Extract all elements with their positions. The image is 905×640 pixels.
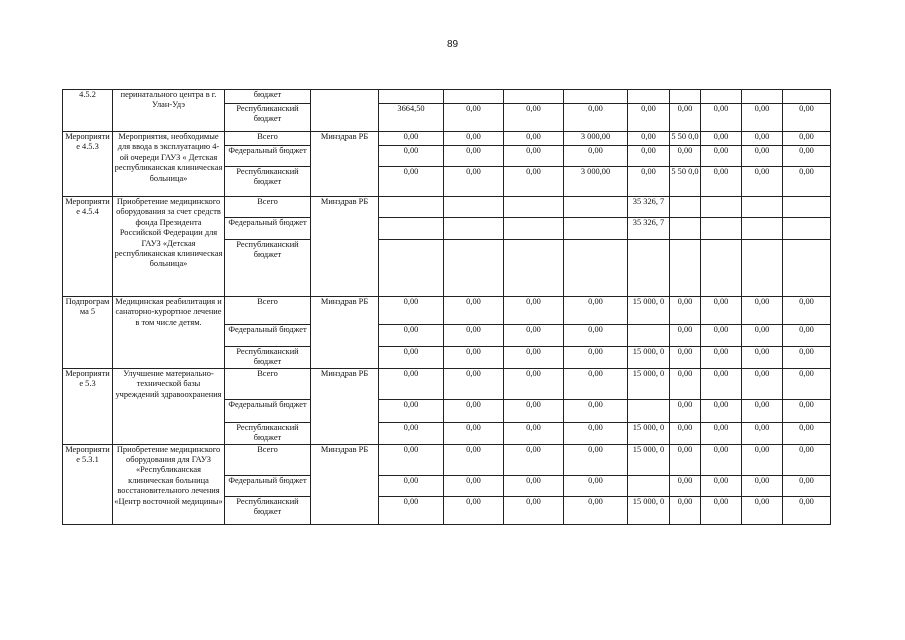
value-cell bbox=[564, 218, 628, 240]
value-cell: 0,00 bbox=[444, 104, 504, 132]
value-cell: 0,00 bbox=[444, 132, 504, 146]
value-cell: 0,00 bbox=[742, 325, 783, 347]
value-cell: 0,00 bbox=[742, 167, 783, 197]
value-cell bbox=[444, 90, 504, 104]
value-cell: 0,00 bbox=[628, 132, 670, 146]
value-cell: 0,00 bbox=[504, 297, 564, 325]
funding-source: Федеральный бюджет bbox=[225, 475, 311, 496]
funding-source: Всего bbox=[225, 132, 311, 146]
value-cell: 0,00 bbox=[701, 399, 742, 422]
value-cell: 0,00 bbox=[564, 496, 628, 524]
value-cell: 0,00 bbox=[670, 368, 701, 399]
value-cell bbox=[742, 240, 783, 297]
value-cell bbox=[701, 90, 742, 104]
row-name: Приобретение медицинского оборудования за счет средств фонда Президента Российской Федерации для ГАУЗ «Детская республиканская клиническая больница» bbox=[113, 197, 225, 297]
budget-table bbox=[62, 89, 831, 525]
value-cell: 15 000, 0 bbox=[628, 297, 670, 325]
value-cell bbox=[504, 197, 564, 218]
value-cell: 0,00 bbox=[783, 104, 831, 132]
value-cell: 0,00 bbox=[628, 167, 670, 197]
value-cell bbox=[783, 90, 831, 104]
value-cell: 0,00 bbox=[701, 496, 742, 524]
funding-source: Республиканский бюджет bbox=[225, 422, 311, 444]
value-cell: 35 326, 7 bbox=[628, 218, 670, 240]
value-cell: 0,00 bbox=[783, 146, 831, 167]
value-cell bbox=[628, 90, 670, 104]
value-cell: 0,00 bbox=[742, 368, 783, 399]
funding-source: Всего bbox=[225, 297, 311, 325]
value-cell: 0,00 bbox=[444, 444, 504, 475]
value-cell bbox=[444, 197, 504, 218]
value-cell: 0,00 bbox=[701, 297, 742, 325]
value-cell: 0,00 bbox=[783, 347, 831, 369]
funding-source: Федеральный бюджет bbox=[225, 325, 311, 347]
table-row bbox=[63, 197, 831, 218]
funding-source: Республиканский бюджет bbox=[225, 496, 311, 524]
value-cell bbox=[670, 90, 701, 104]
value-cell bbox=[504, 90, 564, 104]
value-cell: 0,00 bbox=[504, 475, 564, 496]
value-cell: 0,00 bbox=[742, 347, 783, 369]
value-cell: 0,00 bbox=[564, 104, 628, 132]
value-cell: 0,00 bbox=[701, 146, 742, 167]
value-cell: 0,00 bbox=[379, 167, 444, 197]
row-code: 4.5.2 bbox=[63, 90, 113, 132]
value-cell: 0,00 bbox=[379, 146, 444, 167]
value-cell: 0,00 bbox=[564, 368, 628, 399]
value-cell: 0,00 bbox=[444, 496, 504, 524]
funding-source: Республиканский бюджет bbox=[225, 167, 311, 197]
value-cell: 0,00 bbox=[701, 104, 742, 132]
value-cell: 0,00 bbox=[701, 444, 742, 475]
value-cell: 0,00 bbox=[504, 132, 564, 146]
value-cell: 0,00 bbox=[701, 347, 742, 369]
funding-source: Федеральный бюджет bbox=[225, 146, 311, 167]
value-cell: 35 326, 7 bbox=[628, 197, 670, 218]
value-cell: 0,00 bbox=[379, 444, 444, 475]
row-name: Приобретение медицинского оборудования для ГАУЗ «Республиканская клиническая больница восстановительного лечения «Центр восточной медицины» bbox=[113, 444, 225, 524]
table-row bbox=[63, 297, 831, 325]
value-cell bbox=[379, 197, 444, 218]
value-cell bbox=[564, 240, 628, 297]
value-cell: 0,00 bbox=[444, 167, 504, 197]
value-cell: 0,00 bbox=[783, 325, 831, 347]
value-cell bbox=[564, 197, 628, 218]
row-name: Мероприятия, необходимые для ввода в эксплуатацию 4-ой очереди ГАУЗ « Детская республиканская клиническая больница» bbox=[113, 132, 225, 197]
value-cell: 0,00 bbox=[628, 104, 670, 132]
value-cell: 15 000, 0 bbox=[628, 422, 670, 444]
funding-source: Республиканский бюджет bbox=[225, 347, 311, 369]
responsible: Минздрав РБ bbox=[311, 444, 379, 524]
value-cell: 0,00 bbox=[379, 496, 444, 524]
value-cell: 0,00 bbox=[742, 444, 783, 475]
value-cell bbox=[628, 240, 670, 297]
value-cell: 0,00 bbox=[670, 399, 701, 422]
table-row bbox=[63, 368, 831, 399]
funding-source: Всего bbox=[225, 368, 311, 399]
value-cell: 0,00 bbox=[444, 146, 504, 167]
funding-source: Всего bbox=[225, 444, 311, 475]
value-cell: 0,00 bbox=[379, 368, 444, 399]
funding-source: Республиканский бюджет bbox=[225, 240, 311, 297]
value-cell: 0,00 bbox=[379, 399, 444, 422]
value-cell: 0,00 bbox=[783, 368, 831, 399]
value-cell: 0,00 bbox=[742, 422, 783, 444]
value-cell bbox=[379, 240, 444, 297]
value-cell: 15 000, 0 bbox=[628, 496, 670, 524]
value-cell bbox=[742, 90, 783, 104]
value-cell: 0,00 bbox=[504, 422, 564, 444]
value-cell: 0,00 bbox=[742, 132, 783, 146]
value-cell: 3 000,00 bbox=[564, 132, 628, 146]
value-cell bbox=[783, 218, 831, 240]
funding-source: Республиканский бюджет bbox=[225, 104, 311, 132]
value-cell: 0,00 bbox=[742, 104, 783, 132]
value-cell: 0,00 bbox=[701, 167, 742, 197]
value-cell bbox=[564, 90, 628, 104]
value-cell: 0,00 bbox=[701, 422, 742, 444]
row-name: Улучшение материально-технической базы учреждений здравоохранения bbox=[113, 368, 225, 444]
row-code: Мероприятие 5.3.1 bbox=[63, 444, 113, 524]
funding-source: Федеральный бюджет bbox=[225, 218, 311, 240]
value-cell: 15 000, 0 bbox=[628, 347, 670, 369]
value-cell: 0,00 bbox=[564, 399, 628, 422]
value-cell: 0,00 bbox=[701, 368, 742, 399]
row-code: Подпрограмма 5 bbox=[63, 297, 113, 369]
value-cell bbox=[701, 218, 742, 240]
value-cell: 0,00 bbox=[670, 475, 701, 496]
value-cell: 0,00 bbox=[444, 422, 504, 444]
value-cell: 0,00 bbox=[742, 399, 783, 422]
responsible bbox=[311, 90, 379, 132]
value-cell: 5 50 0,0 bbox=[670, 167, 701, 197]
value-cell: 0,00 bbox=[670, 444, 701, 475]
value-cell: 0,00 bbox=[670, 325, 701, 347]
value-cell: 0,00 bbox=[504, 104, 564, 132]
value-cell bbox=[783, 240, 831, 297]
value-cell: 0,00 bbox=[701, 132, 742, 146]
value-cell: 0,00 bbox=[783, 297, 831, 325]
funding-source: бюджет bbox=[225, 90, 311, 104]
value-cell: 0,00 bbox=[444, 347, 504, 369]
row-code: Мероприятие 4.5.3 bbox=[63, 132, 113, 197]
value-cell bbox=[701, 240, 742, 297]
responsible: Минздрав РБ bbox=[311, 132, 379, 197]
value-cell: 0,00 bbox=[670, 422, 701, 444]
value-cell: 0,00 bbox=[670, 297, 701, 325]
value-cell bbox=[701, 197, 742, 218]
table-row bbox=[63, 132, 831, 146]
row-code: Мероприятие 5.3 bbox=[63, 368, 113, 444]
value-cell: 15 000, 0 bbox=[628, 444, 670, 475]
row-code: Мероприятие 4.5.4 bbox=[63, 197, 113, 297]
value-cell bbox=[379, 90, 444, 104]
value-cell: 0,00 bbox=[564, 475, 628, 496]
value-cell bbox=[783, 197, 831, 218]
value-cell: 0,00 bbox=[783, 444, 831, 475]
value-cell: 3664,50 bbox=[379, 104, 444, 132]
value-cell: 0,00 bbox=[670, 496, 701, 524]
value-cell: 0,00 bbox=[783, 399, 831, 422]
value-cell: 5 50 0,0 bbox=[670, 132, 701, 146]
value-cell: 0,00 bbox=[504, 146, 564, 167]
responsible: Минздрав РБ bbox=[311, 297, 379, 369]
funding-source: Федеральный бюджет bbox=[225, 399, 311, 422]
value-cell: 0,00 bbox=[742, 496, 783, 524]
value-cell bbox=[504, 240, 564, 297]
value-cell bbox=[670, 197, 701, 218]
value-cell: 0,00 bbox=[564, 347, 628, 369]
row-name: перинатального центра в г. Улан-Удэ bbox=[113, 90, 225, 132]
value-cell: 0,00 bbox=[783, 167, 831, 197]
row-name: Медицинская реабилитация и санаторно-курортное лечение в том числе детям. bbox=[113, 297, 225, 369]
value-cell: 0,00 bbox=[379, 422, 444, 444]
value-cell: 0,00 bbox=[379, 475, 444, 496]
value-cell: 0,00 bbox=[444, 325, 504, 347]
value-cell: 0,00 bbox=[564, 297, 628, 325]
value-cell: 15 000, 0 bbox=[628, 368, 670, 399]
value-cell: 0,00 bbox=[783, 496, 831, 524]
value-cell: 0,00 bbox=[742, 146, 783, 167]
value-cell bbox=[628, 399, 670, 422]
value-cell bbox=[444, 240, 504, 297]
value-cell: 0,00 bbox=[504, 167, 564, 197]
value-cell: 0,00 bbox=[379, 347, 444, 369]
value-cell: 0,00 bbox=[783, 475, 831, 496]
value-cell: 0,00 bbox=[670, 146, 701, 167]
value-cell bbox=[628, 325, 670, 347]
responsible: Минздрав РБ bbox=[311, 197, 379, 297]
value-cell: 0,00 bbox=[564, 422, 628, 444]
value-cell: 0,00 bbox=[564, 444, 628, 475]
value-cell: 0,00 bbox=[444, 297, 504, 325]
value-cell bbox=[742, 218, 783, 240]
value-cell: 0,00 bbox=[564, 325, 628, 347]
value-cell: 0,00 bbox=[504, 347, 564, 369]
page-number: 89 bbox=[446, 39, 459, 50]
value-cell: 0,00 bbox=[670, 104, 701, 132]
funding-source: Всего bbox=[225, 197, 311, 218]
value-cell: 0,00 bbox=[701, 325, 742, 347]
value-cell: 0,00 bbox=[504, 496, 564, 524]
value-cell: 0,00 bbox=[379, 132, 444, 146]
value-cell: 0,00 bbox=[504, 399, 564, 422]
value-cell bbox=[742, 197, 783, 218]
value-cell: 0,00 bbox=[504, 325, 564, 347]
value-cell: 0,00 bbox=[444, 368, 504, 399]
value-cell bbox=[670, 240, 701, 297]
value-cell bbox=[444, 218, 504, 240]
value-cell: 0,00 bbox=[504, 444, 564, 475]
value-cell: 0,00 bbox=[379, 325, 444, 347]
value-cell bbox=[670, 218, 701, 240]
value-cell bbox=[628, 475, 670, 496]
value-cell: 0,00 bbox=[701, 475, 742, 496]
value-cell: 0,00 bbox=[783, 132, 831, 146]
table-row bbox=[63, 444, 831, 475]
responsible: Минздрав РБ bbox=[311, 368, 379, 444]
value-cell bbox=[379, 218, 444, 240]
value-cell bbox=[504, 218, 564, 240]
value-cell: 3 000,00 bbox=[564, 167, 628, 197]
value-cell: 0,00 bbox=[742, 475, 783, 496]
value-cell: 0,00 bbox=[742, 297, 783, 325]
value-cell: 0,00 bbox=[444, 475, 504, 496]
value-cell: 0,00 bbox=[504, 368, 564, 399]
value-cell: 0,00 bbox=[444, 399, 504, 422]
value-cell: 0,00 bbox=[670, 347, 701, 369]
value-cell: 0,00 bbox=[379, 297, 444, 325]
table-row bbox=[63, 90, 831, 104]
value-cell: 0,00 bbox=[628, 146, 670, 167]
value-cell: 0,00 bbox=[564, 146, 628, 167]
value-cell: 0,00 bbox=[783, 422, 831, 444]
